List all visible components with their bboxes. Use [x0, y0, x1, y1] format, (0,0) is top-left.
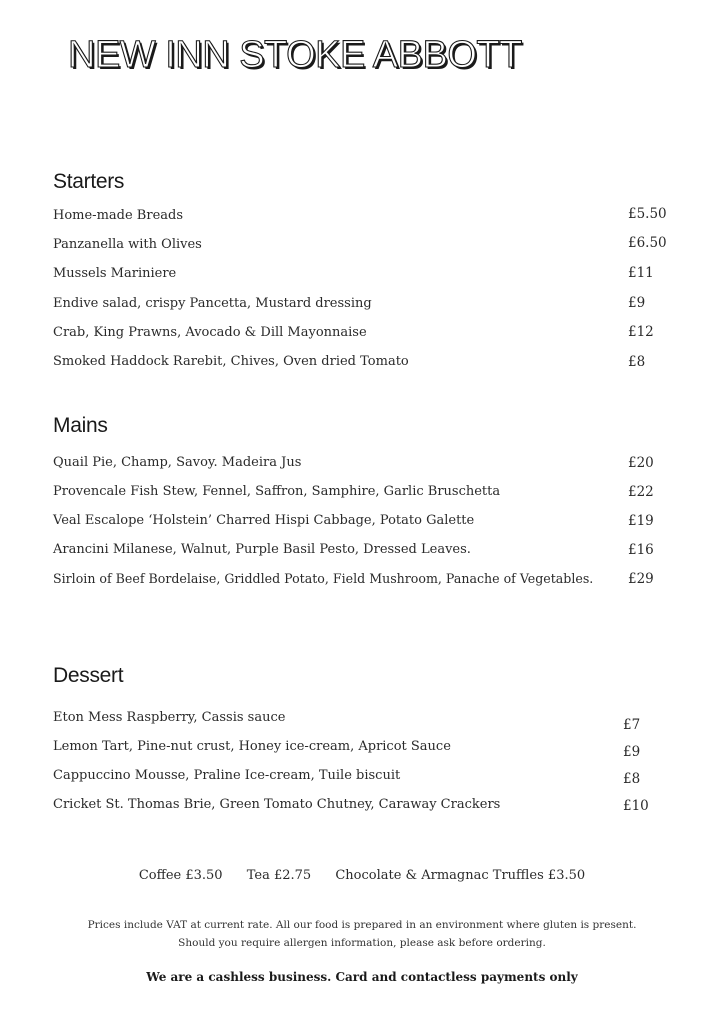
beverages-line	[0, 868, 724, 883]
menu-item-name: Arancini Milanese, Walnut, Purple Basil Pesto, Dressed Leaves.	[53, 542, 471, 557]
coffee-price: Coffee £3.50	[138, 868, 223, 883]
menu-item-price: £10	[623, 798, 649, 814]
menu-item-name: Cricket St. Thomas Brie, Green Tomato Chutney, Caraway Crackers	[53, 797, 501, 812]
menu-item-price: £8	[628, 354, 646, 370]
menu-item-name: Cappuccino Mousse, Praline Ice-cream, Tuile biscuit	[53, 768, 401, 783]
menu-item-name: Smoked Haddock Rarebit, Chives, Oven dried Tomato	[53, 354, 409, 369]
menu-item-name: Home-made Breads	[53, 208, 184, 223]
vat-gluten-notice: Prices include VAT at current rate. All our food is prepared in an environment where gluten is present.	[87, 919, 637, 931]
menu-item-price: £22	[628, 484, 654, 500]
menu-item-price: £8	[623, 771, 641, 787]
tea-price: Tea £2.75	[246, 868, 312, 883]
mains-heading: Mains	[53, 414, 108, 437]
menu-item-price: £5.50	[628, 206, 667, 222]
menu-item-price: £9	[623, 744, 641, 760]
menu-item-name: Provencale Fish Stew, Fennel, Saffron, Samphire, Garlic Bruschetta	[53, 484, 501, 499]
menu-item-price: £20	[628, 455, 654, 471]
menu-item-name: Quail Pie, Champ, Savoy. Madeira Jus	[53, 455, 302, 470]
menu-item-name: Crab, King Prawns, Avocado & Dill Mayonnaise	[53, 325, 367, 340]
menu-item-name: Lemon Tart, Pine-nut crust, Honey ice-cream, Apricot Sauce	[53, 739, 451, 754]
menu-item-name: Mussels Mariniere	[53, 266, 177, 281]
restaurant-title: NEW INN STOKE ABBOTT	[68, 34, 522, 76]
allergen-notice: Should you require allergen information, please ask before ordering.	[178, 937, 546, 949]
dessert-heading: Dessert	[53, 664, 124, 687]
menu-item-name: Sirloin of Beef Bordelaise, Griddled Potato, Field Mushroom, Panache of Vegetables.	[53, 571, 594, 586]
menu-item-name: Veal Escalope ‘Holstein’ Charred Hispi Cabbage, Potato Galette	[53, 513, 475, 528]
menu-item-price: £12	[628, 324, 654, 340]
truffles-price: Chocolate & Armagnac Truffles £3.50	[335, 868, 586, 883]
cashless-notice: We are a cashless business. Card and contactless payments only	[146, 970, 578, 984]
menu-item-price: £11	[628, 265, 654, 281]
menu-item-name: Eton Mess Raspberry, Cassis sauce	[53, 710, 286, 725]
menu-item-price: £16	[628, 542, 654, 558]
starters-heading: Starters	[53, 170, 125, 193]
menu-item-price: £29	[628, 571, 654, 587]
menu-item-name: Panzanella with Olives	[53, 237, 202, 252]
menu-item-price: £19	[628, 513, 654, 529]
menu-item-price: £7	[623, 717, 641, 733]
menu-item-name: Endive salad, crispy Pancetta, Mustard dressing	[53, 296, 372, 311]
menu-item-price: £6.50	[628, 235, 667, 251]
menu-item-price: £9	[628, 295, 646, 311]
